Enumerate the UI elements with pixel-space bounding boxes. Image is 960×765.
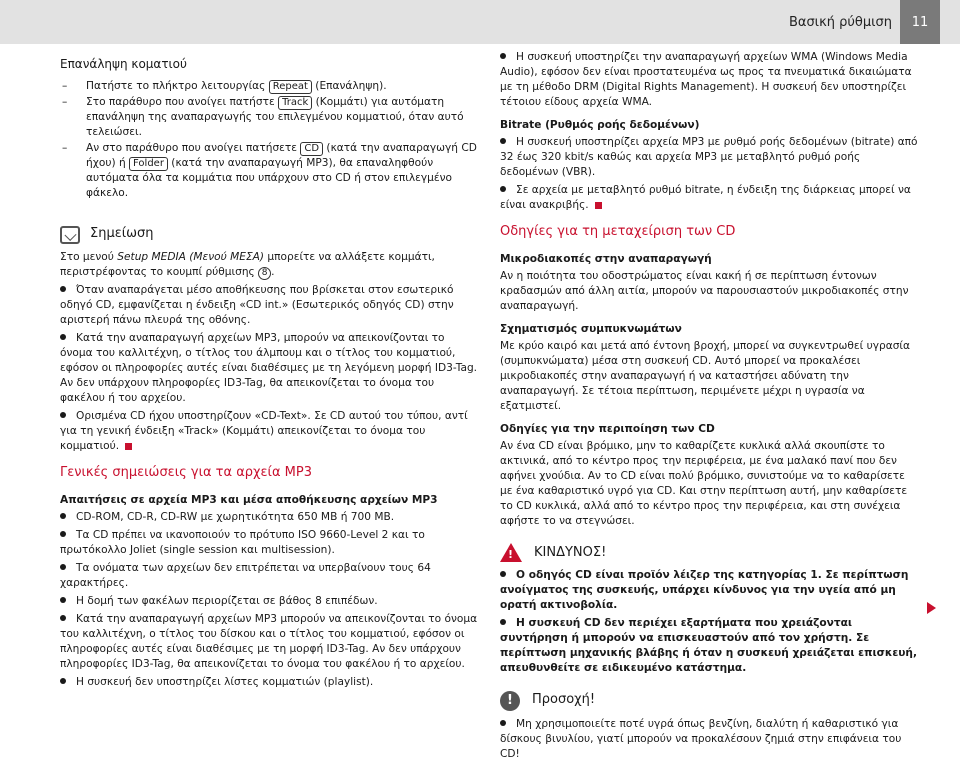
- list-item: Μη χρησιμοποιείτε ποτέ υγρά όπως βενζίνη, διαλύτη ή καθαριστικό για δίσκους βινυλίου, γιατί μπορούν να προκαλέσουν ζημιά στην επιφάνεια του CD!: [500, 717, 902, 760]
- note-intro: Στο μενού Setup MEDIA (Μενού ΜΕΣΑ) μπορείτε να αλλάξετε κομμάτι, περιστρέφοντας το κουμπί ρύθμισης 8 .: [60, 250, 435, 278]
- bullet-icon: [500, 571, 506, 577]
- cd-key: CD: [300, 142, 323, 156]
- cd-section-text: Αν ένα CD είναι βρόμικο, μην το καθαρίζετε κυκλικά αλλά σκουπίστε το ακτινικά, από το κέντρο προς την περιφέρεια, με ένα μαλακό πανί που δεν αφήνει χνούδια. Αν το CD είναι πολύ βρόμικο, συνιστούμε να το καθαρίσετε με ένα καθαριστικό υγρό για CD. Και στην περίπτωση αυτή, μην καθαρίσετε το CD κυκλικά, αλλά από το κέντρο προς την περιφέρεια, και στη συνέχεια αφήστε το να στεγνώσει.: [500, 440, 908, 528]
- next-page-arrow-icon: [927, 602, 936, 614]
- bullet-icon: [60, 597, 66, 603]
- list-item: Ο οδηγός CD είναι προϊόν λέιζερ της κατηγορίας 1. Σε περίπτωση ανοίγματος της συσκευής, υπάρχει κίνδυνος για την υγεία από μη ορατή ακτινοβολία.: [500, 569, 909, 612]
- cd-section-title: Μικροδιακοπές στην αναπαραγωγή: [500, 252, 712, 265]
- bullet-icon: [60, 564, 66, 570]
- note-check-icon: [60, 226, 80, 244]
- caution-header: [500, 691, 920, 711]
- list-item: Η δομή των φακέλων περιορίζεται σε βάθος 8 επιπέδων.: [60, 594, 478, 609]
- caution-bullets: [500, 717, 920, 762]
- bullet-icon: [60, 412, 66, 418]
- warning-triangle-icon: !: [500, 543, 522, 562]
- note-title: Σημείωση: [90, 226, 154, 242]
- folder-key: Folder: [129, 157, 168, 171]
- danger-bullets: [500, 568, 920, 676]
- bullet-icon: [60, 678, 66, 684]
- bullet-icon: [60, 334, 66, 340]
- bullet-icon: [500, 138, 506, 144]
- cd-handling-title: Οδηγίες για τη μεταχείριση των CD: [500, 224, 736, 240]
- bullet-icon: [500, 619, 506, 625]
- bullet-icon: [500, 186, 506, 192]
- mp3-subtitle: Απαιτήσεις σε αρχεία MP3 και μέσα αποθήκευσης αρχείων MP3: [60, 493, 438, 506]
- list-item: Η συσκευή δεν υποστηρίζει λίστες κομματιών (playlist).: [60, 675, 478, 690]
- list-item: CD-ROM, CD-R, CD-RW με χωρητικότητα 650 MB ή 700 MB.: [60, 510, 478, 525]
- list-item: Ορισμένα CD ήχου υποστηρίζουν «CD-Text». Σε CD αυτού του τύπου, αντί για τη γενική ένδειξη «Track» (Κομμάτι) απεικονίζεται το όνομα του κομματιού.: [60, 410, 468, 453]
- mp3-bullets: [60, 510, 478, 690]
- cd-section-text: Με κρύο καιρό και μετά από έντονη βροχή, μπορεί να συγκεντρωθεί υγρασία (συμπυκνώματα) μέσα στη συσκευή CD. Αυτό μπορεί να προκαλέσει μικροδιακοπές στην αναπαραγωγή ή να καταστήσει αδύνατη την αναπαραγωγή. Σε τέτοια περίπτωση, περιμένετε μέχρι η υγρασία να εξατμιστεί.: [500, 339, 910, 413]
- repeat-steps: [60, 79, 478, 201]
- bullet-icon: [60, 286, 66, 292]
- note-box: [60, 225, 478, 454]
- right-column: [500, 50, 920, 765]
- caution-title: Προσοχή!: [532, 692, 596, 708]
- repeat-step-2: – Στο παράθυρο που ανοίγει πατήστε Track (Κομμάτι) για αυτόματη επανάληψη της αναπαραγωγής του επιλεγμένου κομματιού, όταν αυτό τελειώσει.: [60, 95, 478, 140]
- bullet-icon: [60, 513, 66, 519]
- cd-section-title: Οδηγίες για την περιποίηση των CD: [500, 423, 715, 436]
- section-end-icon: [125, 443, 132, 450]
- bitrate-subtitle: Bitrate (Ρυθμός ροής δεδομένων): [500, 119, 700, 132]
- bullet-icon: [60, 615, 66, 621]
- repeat-step-3: – Αν στο παράθυρο που ανοίγει πατήσετε CD (κατά την αναπαραγωγή CD ήχου) ή Folder (κατά την αναπαραγωγή MP3), θα επαναληφθούν αυτόματα όλα τα κομμάτια που υπάρχουν στο CD ή στον επιλεγμένο φάκελο.: [60, 141, 478, 201]
- bullet-icon: [500, 720, 506, 726]
- page-header: [0, 0, 960, 44]
- bullet-icon: [500, 53, 506, 59]
- knob-8-icon: 8: [258, 267, 271, 280]
- list-item: Τα ονόματα των αρχείων δεν επιτρέπεται να υπερβαίνουν τους 64 χαρακτήρες.: [60, 561, 431, 589]
- list-item: Η συσκευή υποστηρίζει την αναπαραγωγή αρχείων WMA (Windows Media Audio), εφόσον δεν είναι προστατευμένα ως προς τα πνευματικά δικαιώματα με τη μέθοδο DRM (Digital Rights Management). Η συσκευή δεν υποστηρίζει τέτοιου είδους αρχεία WMA.: [500, 51, 912, 109]
- danger-title: ΚΙΝΔΥΝΟΣ!: [534, 544, 607, 560]
- cd-section-text: Αν η ποιότητα του οδοστρώματος είναι κακή ή σε περίπτωση έντονων κραδασμών από άλλη αιτία, μπορούν να παρουσιαστούν μικροδιακοπές στην αναπαραγωγή.: [500, 269, 909, 312]
- repeat-key: Repeat: [269, 80, 312, 94]
- repeat-title: Επανάληψη κοματιού: [60, 57, 187, 71]
- list-item: Όταν αναπαράγεται μέσο αποθήκευσης που βρίσκεται στον εσωτερικό οδηγό CD, εμφανίζεται η ένδειξη «CD int.» (Εσωτερικός οδηγός CD) στην αριστερή πάνω πλευρά της οθόνης.: [60, 283, 454, 326]
- caution-circle-icon: !: [500, 691, 520, 711]
- repeat-step-1: – Πατήστε το πλήκτρο λειτουργίας Repeat (Επανάληψη).: [60, 79, 478, 94]
- page-number: 11: [900, 0, 940, 44]
- bullet-icon: [60, 531, 66, 537]
- cd-section-title: Σχηματισμός συμπυκνωμάτων: [500, 322, 682, 335]
- header-title: Βασική ρύθμιση: [788, 15, 892, 30]
- list-item: Κατά την αναπαραγωγή αρχείων MP3 μπορούν να απεικονίζονται το όνομα του καλλιτέχνη, ο τίτλος του δίσκου και ο τίτλος του κομματιού, εφόσον οι πληροφορίες αυτές είναι διαθέσιμες με τη μορφή ID3-Tag. Αν δεν υπάρχουν πληροφορίες ID3-Tag, θα απεικονίζεται το όνομα του φακέλου ή το αρχείου.: [60, 612, 478, 670]
- section-end-icon: [595, 202, 602, 209]
- mp3-title: Γενικές σημειώσεις για τα αρχεία MP3: [60, 465, 312, 481]
- track-key: Track: [278, 96, 312, 110]
- danger-header: [500, 543, 920, 562]
- wma-bullets: [500, 50, 920, 110]
- list-item: Τα CD πρέπει να ικανοποιούν το πρότυπο ISO 9660-Level 2 και το πρωτόκολλο Joliet (single session και multisession).: [60, 528, 425, 556]
- bitrate-bullets: [500, 135, 920, 213]
- note-bullets: [60, 283, 478, 454]
- list-item: Η συσκευή υποστηρίζει αρχεία MP3 με ρυθμό ροής δεδομένων (bitrate) από 32 έως 320 kbit/s καθώς και αρχεία MP3 με μεταβλητό ρυθμό ροής δεδομένων (VBR).: [500, 136, 918, 179]
- list-item: Η συσκευή CD δεν περιέχει εξαρτήματα που χρειάζονται συντήρηση ή μπορούν να επισκευαστούν από τον χρήστη. Σε περίπτωση μηχανικής βλάβης ή όταν η συσκευή χρειάζεται επισκευή, απευθυνθείτε σε ειδικευμένο κατάστημα.: [500, 617, 917, 675]
- list-item: Κατά την αναπαραγωγή αρχείων MP3, μπορούν να απεικονίζονται το όνομα του καλλιτέχνη, ο τίτλος του άλμπουμ και ο τίτλος του κομματιού, εφόσον οι πληροφορίες αυτές είναι διαθέσιμες με τη λεγόμενη μορφή ID3-Tag. Αν δεν υπάρχουν πληροφορίες ID3-Tag, θα απεικονίζεται το όνομα του φακέλου ή του αρχείου.: [60, 331, 478, 405]
- list-item: Σε αρχεία με μεταβλητό ρυθμό bitrate, η ένδειξη της διάρκειας μπορεί να είναι ανακριβής.: [500, 184, 911, 212]
- left-column: [60, 50, 478, 693]
